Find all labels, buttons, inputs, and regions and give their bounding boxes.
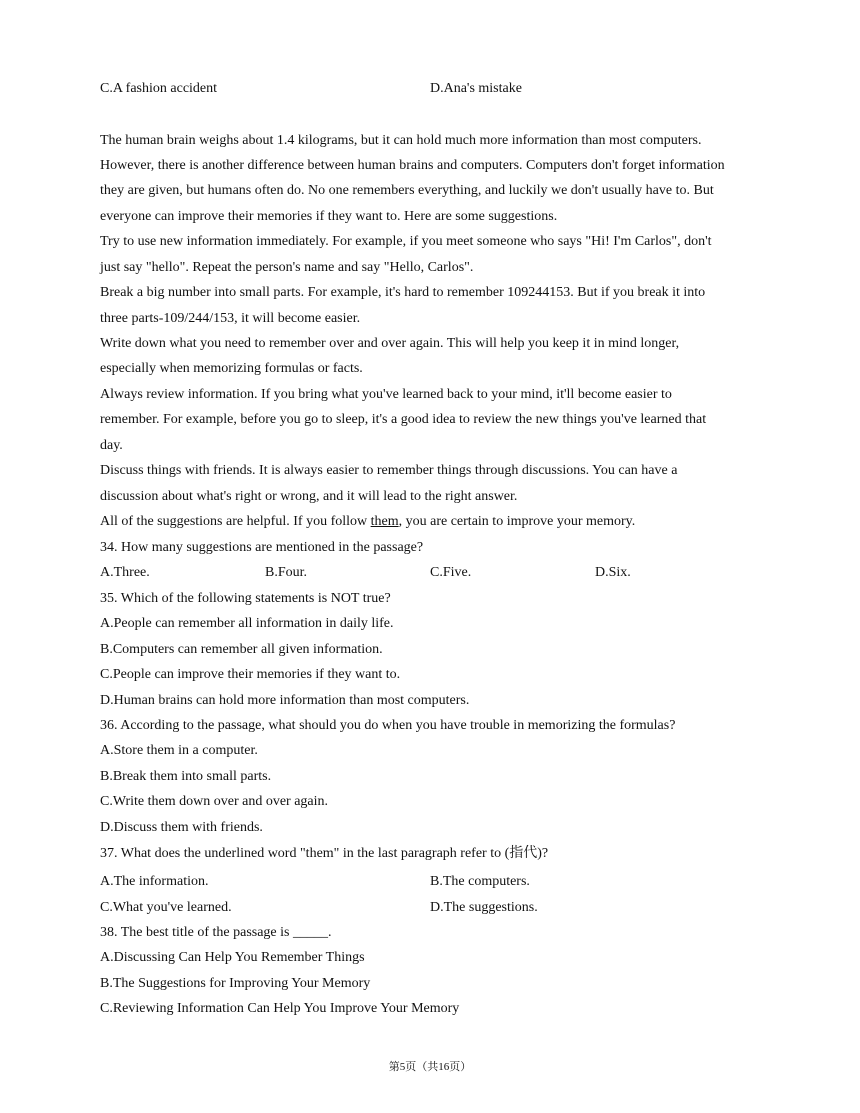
q37-option-c: C.What you've learned. — [100, 900, 232, 915]
q35-option-b: B.Computers can remember all given information. — [100, 642, 383, 657]
prev-option-d: D.Ana's mistake — [430, 81, 522, 96]
suggestion-4-line: Always review information. If you bring what you've learned back to your mind, it'll become easier to — [100, 387, 672, 402]
passage-line: everyone can improve their memories if they want to. Here are some suggestions. — [100, 209, 558, 224]
q35-option-d: D.Human brains can hold more information than most computers. — [100, 693, 470, 708]
prev-option-c: C.A fashion accident — [100, 81, 218, 96]
q37-option-a: A.The information. — [100, 874, 209, 889]
q36-option-c: C.Write them down over and over again. — [100, 794, 329, 809]
suggestion-4-line: remember. For example, before you go to sleep, it's a good idea to review the new things you've learned that — [100, 412, 707, 427]
suggestion-2-line: three parts-109/244/153, it will become easier. — [100, 311, 361, 326]
suggestion-2-line: Break a big number into small parts. For example, it's hard to remember 109244153. But if you break it into — [100, 285, 706, 300]
question-37: 37. What does the underlined word "them" in the last paragraph refer to (指代)? — [100, 846, 549, 861]
q35-option-a: A.People can remember all information in daily life. — [100, 616, 394, 631]
q36-option-b: B.Break them into small parts. — [100, 769, 272, 784]
suggestion-4-line: day. — [100, 438, 123, 453]
q34-option-d: D.Six. — [595, 565, 631, 580]
underlined-word-them: them — [370, 514, 399, 529]
closing-pre: All of the suggestions are helpful. If you follow — [100, 514, 371, 529]
question-38: 38. The best title of the passage is _____. — [100, 925, 332, 940]
question-36: 36. According to the passage, what should you do when you have trouble in memorizing the formulas? — [100, 718, 676, 733]
suggestion-3-line: Write down what you need to remember over and over again. This will help you keep it in mind longer, — [100, 336, 680, 351]
passage-line: they are given, but humans often do. No one remembers everything, and luckily we don't usually have to. But — [100, 183, 714, 198]
page-footer: 第5页（共16页） — [388, 1061, 472, 1073]
suggestion-5-line: Discuss things with friends. It is always easier to remember things through discussions. You can have a — [100, 463, 678, 478]
q34-option-c: C.Five. — [430, 565, 472, 580]
q34-option-b: B.Four. — [265, 565, 308, 580]
closing-paragraph — [100, 513, 635, 531]
passage-line: The human brain weighs about 1.4 kilograms, but it can hold much more information than most computers. — [100, 133, 702, 148]
q37-option-d: D.The suggestions. — [430, 900, 538, 915]
q34-option-a: A.Three. — [100, 565, 150, 580]
q35-option-c: C.People can improve their memories if they want to. — [100, 667, 401, 682]
suggestion-5-line: discussion about what's right or wrong, and it will lead to the right answer. — [100, 489, 518, 504]
q38-option-b: B.The Suggestions for Improving Your Memory — [100, 976, 371, 991]
passage-line: However, there is another difference between human brains and computers. Computers don't forget information — [100, 158, 725, 173]
q36-option-a: A.Store them in a computer. — [100, 743, 258, 758]
suggestion-1-line: just say "hello". Repeat the person's name and say "Hello, Carlos". — [100, 260, 474, 275]
q37-option-b: B.The computers. — [430, 874, 530, 889]
suggestion-1-line: Try to use new information immediately. For example, if you meet someone who says "Hi! I'm Carlos", don't — [100, 234, 712, 249]
question-35: 35. Which of the following statements is NOT true? — [100, 591, 391, 606]
closing-post: , you are certain to improve your memory. — [398, 514, 636, 529]
q38-option-a: A.Discussing Can Help You Remember Things — [100, 950, 365, 965]
suggestion-3-line: especially when memorizing formulas or facts. — [100, 361, 363, 376]
q36-option-d: D.Discuss them with friends. — [100, 820, 263, 835]
q38-option-c: C.Reviewing Information Can Help You Improve Your Memory — [100, 1001, 460, 1016]
question-34: 34. How many suggestions are mentioned in the passage? — [100, 540, 424, 555]
